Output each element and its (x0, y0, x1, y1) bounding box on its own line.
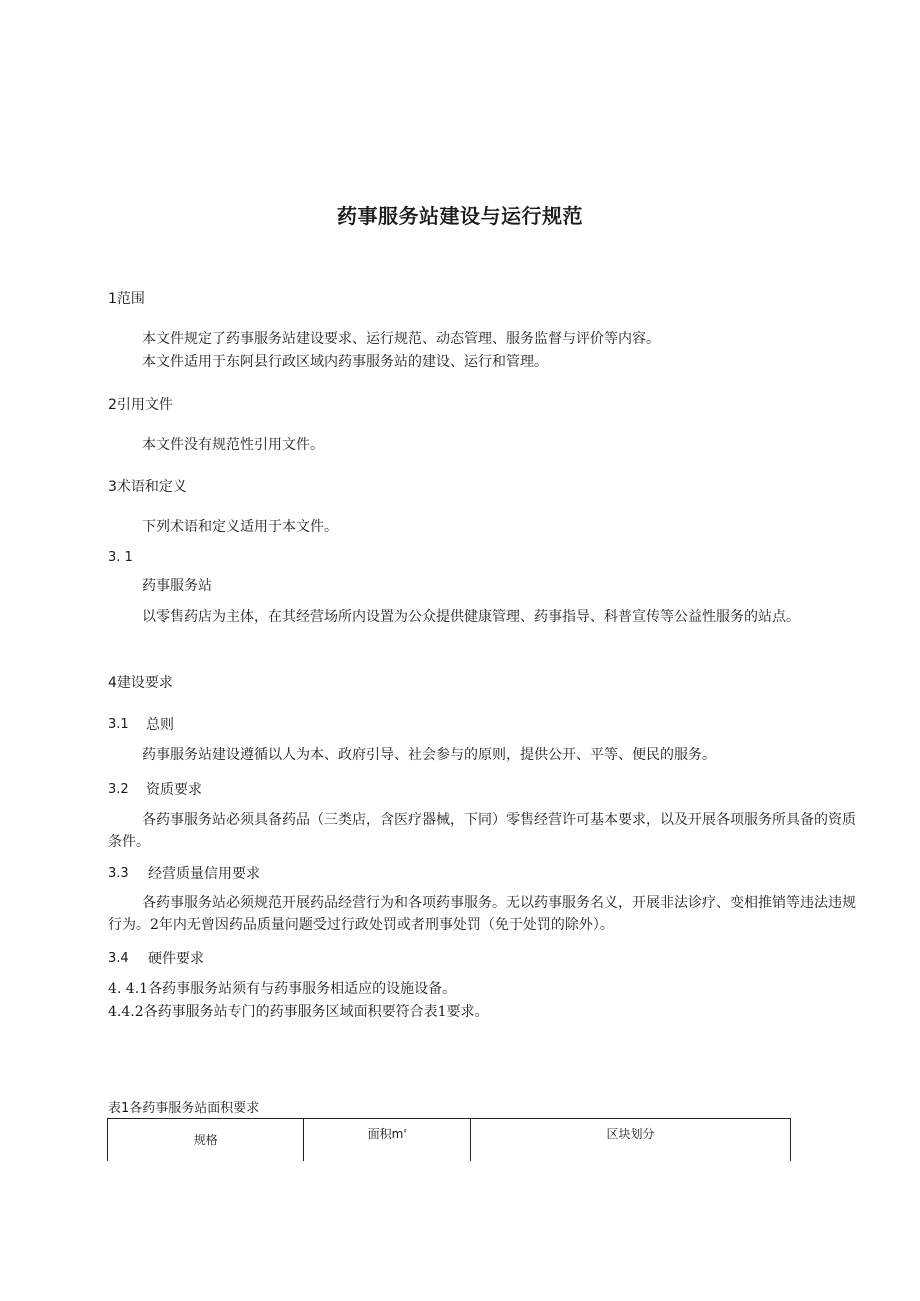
term-definition: 以零售药店为主体，在其经营场所内设置为公众提供健康管理、药事指导、科普宣传等公益性服务的站点。 (142, 609, 800, 625)
term-number: 3. 1 (108, 550, 133, 565)
subsection-3-2-title: 资质要求 (146, 782, 202, 798)
subsection-3-3-number: 3.3 (108, 866, 129, 881)
item-4-4-1: 4. 4.1各药事服务站须有与药事服务相适应的设施设备。 (108, 981, 457, 997)
subsection-3-2-number: 3.2 (108, 782, 129, 797)
subsection-3-1-number: 3.1 (108, 717, 129, 732)
section-4-heading: 4建设要求 (108, 675, 173, 691)
subsection-3-1-title: 总则 (146, 717, 174, 733)
section-2-heading: 2引用文件 (108, 397, 173, 413)
table-header-cell (304, 1119, 471, 1162)
table-1 (107, 1118, 791, 1161)
section-1-paragraph-2: 本文件适用于东阿县行政区域内药事服务站的建设、运行和管理。 (142, 354, 548, 370)
header-spec: 规格 (193, 1133, 218, 1147)
section-3-heading: 3术语和定义 (108, 479, 187, 495)
subsection-3-3-title: 经营质量信用要求 (148, 866, 260, 882)
term-name: 药事服务站 (142, 578, 212, 594)
subsection-3-1-text: 药事服务站建设遵循以人为本、政府引导、社会参与的原则，提供公开、平等、便民的服务。 (142, 747, 716, 763)
subsection-3-4-title: 硬件要求 (148, 951, 204, 967)
table-header-cell (470, 1119, 790, 1162)
item-4-4-2: 4.4.2各药事服务站专门的药事服务区域面积要符合表1要求。 (108, 1004, 489, 1020)
subsection-3-3-text: 各药事服务站必须规范开展药品经营行为和各项药事服务。无以药事服务名义，开展非法诊疗、变相推销等违法违规行为。2年内无曾因药品质量问题受过行政处罚或者刑事处罚（免于处罚的除外）。 (108, 895, 856, 933)
section-3-paragraph-1: 下列术语和定义适用于本文件。 (142, 519, 338, 535)
header-area: 面积m' (367, 1127, 407, 1141)
subsection-3-2-text: 各药事服务站必须具备药品（三类店，含医疗器械，下同）零售经营许可基本要求，以及开展各项服务所具备的资质条件。 (108, 812, 856, 850)
section-2-paragraph-1: 本文件没有规范性引用文件。 (142, 437, 324, 453)
header-division: 区块划分 (606, 1127, 655, 1141)
section-1-paragraph-1: 本文件规定了药事服务站建设要求、运行规范、动态管理、服务监督与评价等内容。 (142, 331, 660, 347)
table-header-row (108, 1119, 791, 1162)
section-1-heading: 1范围 (108, 291, 145, 307)
document-title: 药事服务站建设与运行规范 (337, 204, 583, 228)
table-header-cell (108, 1119, 304, 1162)
table-1-caption: 表1各药事服务站面积要求 (108, 1101, 260, 1116)
subsection-3-4-number: 3.4 (108, 951, 129, 966)
